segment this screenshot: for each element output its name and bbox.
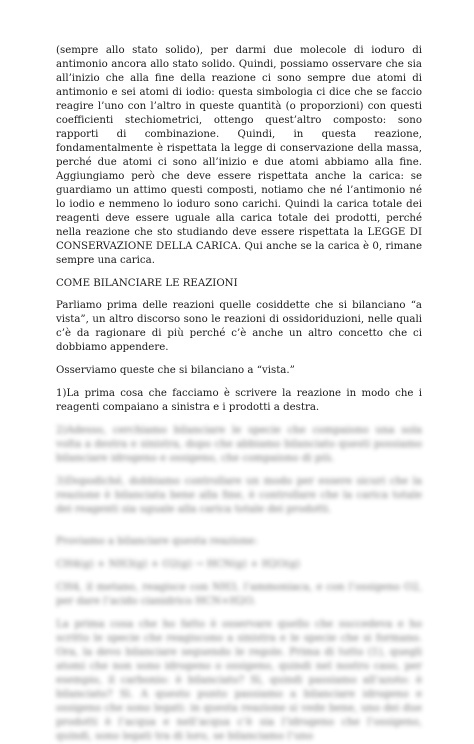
- paragraph-methane-blurred: CH4, il metano, reagisce con NH3, l’ammoniaca, e con l’ossigeno O2, per dare l’acido cianidrico HCN+H2O.: [56, 582, 422, 607]
- paragraph-vista: Parliamo prima delle reazioni quelle cosiddette che si bilanciano “a vista”, un altro discorso sono le reazioni di ossidoriduzioni, nelle quali c’è da ragionare di più perché c’è anche un altro concetto che ci dobbiamo appendere.: [56, 300, 422, 353]
- paragraph-intro: (sempre allo stato solido), per darmi due molecole di ioduro di antimonio ancora allo stato solido. Quindi, possiamo osservare che sia all’inizio che alla fine della reazione ci sono sempre due atomi di antimonio e sei atomi di iodio: questa simbologia ci dice che se faccio reagire l’uno con l’altro in queste quantità (o proporzioni) con questi coefficienti stechiometrici, ottengo quest’altro composto: sono rapporti di combinazione. Quindi, in questa reazione, fondamentalmente è rispettata la legge di conservazione della massa, perché due atomi ci sono all’inizio e due atomi abbiamo alla fine. Aggiungiamo però che deve essere rispettata anche la carica: se guardiamo un attimo questi composti, notiamo che né l’antimonio né lo iodio e nemmeno lo ioduro sono carichi. Quindi la carica totale dei reagenti deve essere uguale alla carica totale dei prodotti, perché nella reazione che sto studiando deve essere rispettata la LEGGE DI CONSERVAZIONE DELLA CARICA. Qui anche se la carica è 0, rimane sempre una carica.: [56, 45, 422, 266]
- paragraph-step2-blurred: 2)Adesso, cerchiamo bilanciare le specie che compaiono una sola volta a destra e sinistra, dopo che abbiamo bilanciato questi possiamo bilanciare idrogeno e ossigeno, che compaiono di più.: [56, 425, 422, 464]
- section-heading: COME BILANCIARE LE REAZIONI: [56, 278, 238, 289]
- equation-blurred: CH4(g) + NH3(g) + O2(g) → HCN(g) + H2O(g): [56, 559, 300, 570]
- paragraph-observe: Osserviamo queste che si bilanciano a “vista.”: [56, 365, 295, 376]
- paragraph-try-blurred: Proviamo a bilanciare questa reazione:: [56, 536, 258, 547]
- paragraph-step3-blurred: 3)Dopodiché, dobbiamo controllare un modo per essere sicuri che la reazione è bilanciata bene alla fine, è controllare che la carica totale dei reagenti sia uguale alla carica totale dei prodotti.: [56, 476, 422, 515]
- paragraph-step1: 1)La prima cosa che facciamo è scrivere la reazione in modo che i reagenti compaiano a sinistra e i prodotti a destra.: [56, 388, 422, 413]
- paragraph-explain-blurred: La prima cosa che ho fatto è osservare quello che succedeva e ho scritto le specie che reagiscono a sinistra e le specie che si formano. Ora, la devo bilanciare seguendo le regole. Prima di tutto (1), quegli atomi che non sono idrogeno o ossigeno, quindi nel nostro caso, per esempio, il carbonio: è bilanciato? Sì, quindi passiamo all’azoto: è bilanciato? Sì. A questo punto passiamo a bilanciare idrogeno e ossigeno che sono legati: in questa reazione si vede bene, uno dei due prodotti è l’acqua e nell’acqua c’è sia l’idrogeno che l’ossigeno, quindi, sono legati tra di loro, se bilanciamo l’uno: [56, 619, 422, 742]
